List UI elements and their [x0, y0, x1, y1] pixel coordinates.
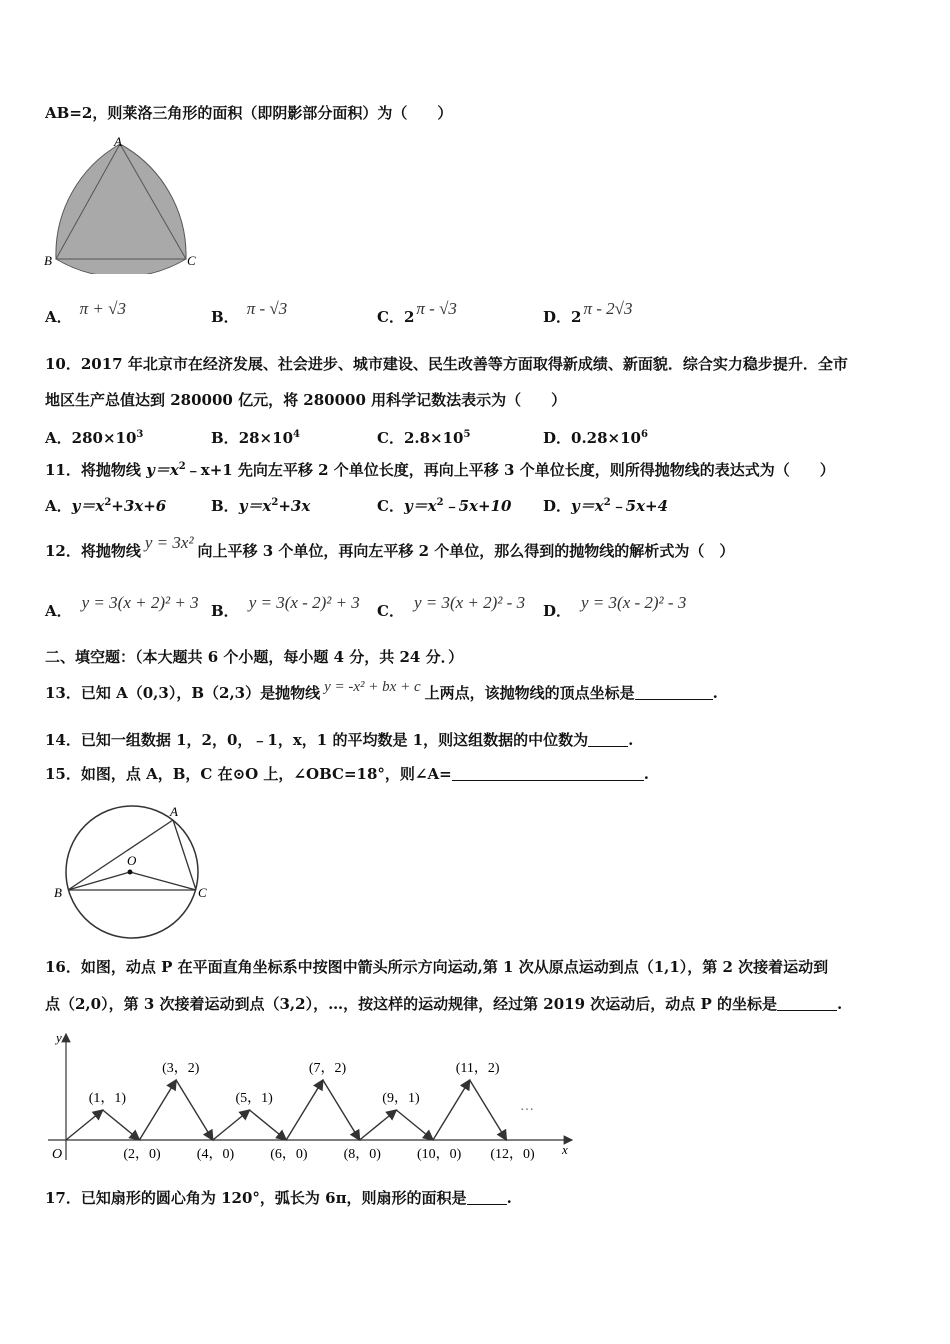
motion-segment — [66, 1110, 103, 1140]
label-c: C — [198, 885, 207, 900]
continuation-dots: … — [520, 1099, 534, 1114]
motion-segment — [213, 1110, 250, 1140]
motion-segment — [250, 1110, 287, 1140]
motion-segment — [470, 1080, 507, 1140]
label-b: B — [54, 885, 62, 900]
q9-option-b[interactable]: B． π - √3 — [211, 299, 288, 326]
peak-point-label: (7，2) — [308, 1061, 347, 1076]
q13-answer-blank[interactable] — [635, 685, 713, 700]
motion-segment — [323, 1080, 360, 1140]
motion-segment — [360, 1110, 397, 1140]
q10-stem-line2: 地区生产总值达到 280000 亿元，将 280000 用科学记数法表示为（ ） — [45, 391, 567, 409]
axis-point-label: (2，0) — [123, 1147, 161, 1162]
motion-segment — [396, 1110, 433, 1140]
q9-option-a[interactable]: A． π + √3 — [45, 299, 126, 326]
axis-point-label: (6，0) — [270, 1147, 308, 1162]
label-b: B — [44, 253, 52, 268]
zigzag-motion-figure — [40, 1028, 580, 1168]
q9-option-d[interactable]: D．2 π - 2√3 — [543, 299, 633, 326]
motion-segment — [103, 1110, 140, 1140]
q16-stem-line2: 点（2,0），第 3 次接着运动到点（3,2），…，按这样的运动规律，经过第 2019 次运动后，动点 P 的坐标是 . — [45, 995, 843, 1013]
axis-label-x: x — [562, 1142, 568, 1157]
label-a: A — [114, 134, 122, 149]
axis-label-y: y — [56, 1030, 62, 1045]
peak-point-label: (9，1) — [382, 1091, 420, 1106]
circle-figure — [50, 800, 220, 940]
q16-stem-line1: 16．如图，动点 P 在平面直角坐标系中按图中箭头所示方向运动,第 1 次从原点运动到点（1,1），第 2 次接着运动到 — [45, 958, 829, 976]
q10-option-b[interactable]: B．$28\times 10^4$ — [211, 429, 300, 447]
q14-answer-blank[interactable] — [588, 732, 628, 747]
reuleaux-shaded-region — [56, 144, 186, 274]
q17-answer-blank[interactable] — [467, 1190, 507, 1205]
axis-point-label: (10，0) — [417, 1147, 462, 1162]
q11-stem: 11．将抛物线 $y=x^2﹣x+1$ 先向左平移 2 个单位长度，再向上平移 3 个单位长度，则所得抛物线的表达式为（ ） — [45, 461, 835, 479]
peak-point-label: (11，2) — [455, 1061, 500, 1076]
q10-option-a[interactable]: A．$280\times 10^3$ — [45, 429, 144, 447]
label-a: A — [170, 804, 178, 819]
label-c: C — [187, 253, 196, 268]
q12-function: y = 3x² — [144, 533, 194, 552]
q11-option-d[interactable]: D．$y=x^2﹣5x+4$ — [543, 497, 669, 515]
q12-stem: 12．将抛物线 y = 3x² 向上平移 3 个单位，再向左平移 2 个单位，那么得到的抛物线的解析式为（ ） — [45, 533, 735, 560]
q10-option-c[interactable]: C．$2.8\times 10^5$ — [377, 429, 471, 447]
axis-point-label: (8，0) — [343, 1147, 381, 1162]
peak-point-label: (3，2) — [162, 1061, 200, 1076]
q9-stem: AB=2，则莱洛三角形的面积（即阴影部分面积）为（ ） — [45, 104, 453, 122]
q13-function: y = -x² + bx + c — [324, 679, 421, 695]
peak-point-label: (1，1) — [88, 1091, 127, 1106]
q12-option-b[interactable]: B． y = 3(x - 2)² + 3 — [211, 593, 360, 620]
q14-stem: 14．已知一组数据 1，2，0，﹣1，x，1 的平均数是 1，则这组数据的中位数为 . — [45, 731, 634, 749]
center-dot — [128, 870, 133, 875]
q15-answer-blank[interactable] — [452, 766, 644, 781]
origin-label: O — [52, 1147, 63, 1162]
motion-segment — [433, 1080, 470, 1140]
q15-stem: 15．如图，点 A，B，C 在⊙O 上，∠OBC=18°，则∠A= . — [45, 765, 649, 783]
q11-option-c[interactable]: C．$y=x^2﹣5x+10$ — [377, 497, 512, 515]
q9-option-c[interactable]: C．2 π - √3 — [377, 299, 457, 326]
q17-stem: 17．已知扇形的圆心角为 120°，弧长为 6π，则扇形的面积是 . — [45, 1189, 512, 1207]
q16-answer-blank[interactable] — [777, 996, 837, 1011]
motion-segment — [176, 1080, 213, 1140]
q12-option-d[interactable]: D． y = 3(x - 2)² - 3 — [543, 593, 687, 620]
q10-stem-line1: 10．2017 年北京市在经济发展、社会进步、城市建设、民生改善等方面取得新成绩、新面貌．综合实力稳步提升．全市 — [45, 355, 848, 373]
axis-point-label: (4，0) — [196, 1147, 235, 1162]
peak-point-label: (5，1) — [235, 1091, 273, 1106]
section2-title: 二、填空题：（本大题共 6 个小题，每小题 4 分，共 24 分．） — [45, 648, 464, 666]
q11-option-b[interactable]: B．$y=x^2+3x$ — [211, 497, 311, 515]
q13-stem: 13．已知 A（0,3），B（2,3）是抛物线 y = -x² + bx + c 上两点，该抛物线的顶点坐标是 . — [45, 679, 718, 702]
motion-segment — [139, 1080, 176, 1140]
q12-option-c[interactable]: C． y = 3(x + 2)² - 3 — [377, 593, 526, 620]
axis-point-label: (12，0) — [490, 1147, 535, 1162]
motion-segment — [286, 1080, 323, 1140]
q11-option-a[interactable]: A．$y=x^2+3x+6$ — [45, 497, 167, 515]
reuleaux-triangle-figure — [40, 134, 210, 274]
q10-option-d[interactable]: D．$0.28\times 10^6$ — [543, 429, 648, 447]
q12-option-a[interactable]: A． y = 3(x + 2)² + 3 — [45, 593, 199, 620]
label-o: O — [127, 853, 137, 868]
